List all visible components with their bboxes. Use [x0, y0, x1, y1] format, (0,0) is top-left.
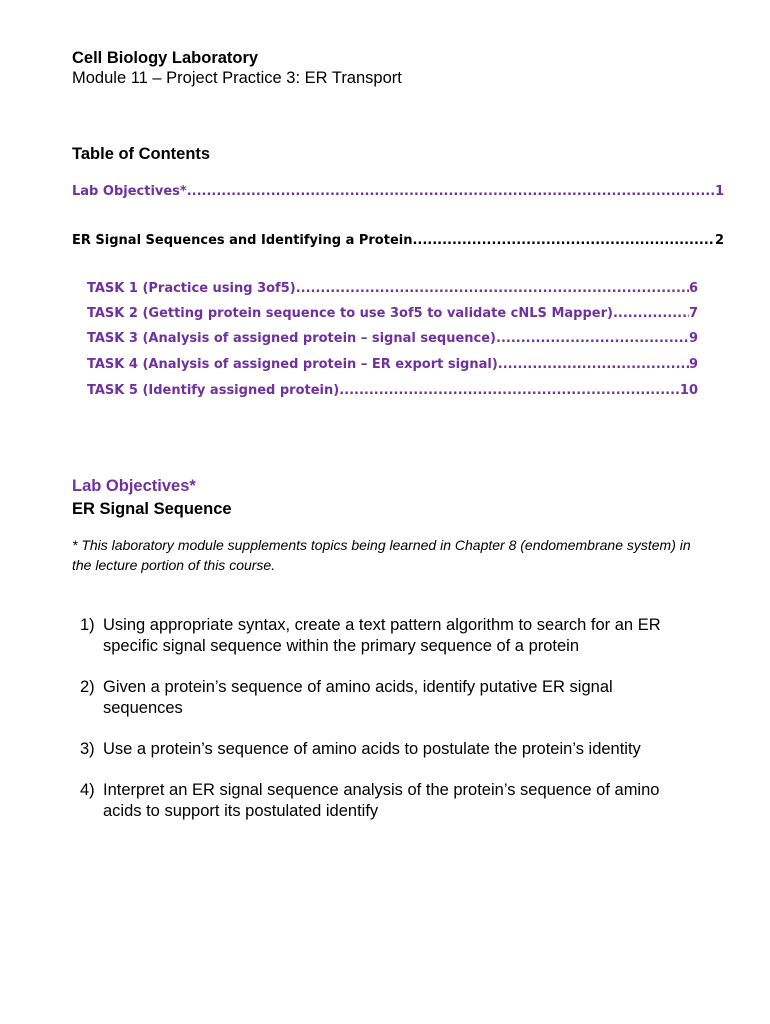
toc-entry-page: 9: [688, 331, 698, 346]
er-signal-sequence-subheading: ER Signal Sequence: [72, 500, 232, 518]
chapter-note: * This laboratory module supplements topics being learned in Chapter 8 (endomembrane system) in the lecture portion of this course.: [72, 537, 691, 573]
toc-entry-label: TASK 2 (Getting protein sequence to use 3of5 to validate cNLS Mapper): [87, 306, 613, 321]
toc-link-task-4[interactable]: [87, 356, 698, 374]
toc-link-task-2[interactable]: [87, 305, 698, 323]
toc-link-task-1[interactable]: [87, 280, 698, 298]
toc-dot-leader: [296, 280, 689, 298]
toc-dot-leader: [613, 305, 689, 323]
objective-item: [72, 677, 692, 719]
toc-link-er-signal-sequences[interactable]: [72, 232, 724, 250]
toc-entry-label: TASK 3 (Analysis of assigned protein – signal sequence): [87, 331, 496, 346]
objective-text: Interpret an ER signal sequence analysis of the protein’s sequence of amino acids to support its postulated identify: [103, 781, 660, 820]
course-title: Cell Biology Laboratory: [72, 49, 259, 67]
objective-text: Using appropriate syntax, create a text pattern algorithm to search for an ER specific signal sequence within the primary sequence of a protein: [103, 616, 661, 655]
objective-number: 1): [80, 616, 95, 634]
toc-entry-page: 6: [688, 281, 698, 296]
toc-dot-leader: [496, 330, 689, 348]
toc-dot-leader: [412, 232, 714, 250]
toc-entry-label: Lab Objectives*: [72, 184, 187, 199]
objective-text: Given a protein’s sequence of amino acids, identify putative ER signal sequences: [103, 678, 613, 717]
toc-link-task-3[interactable]: [87, 330, 698, 348]
toc-entry-page: 7: [688, 306, 698, 321]
objective-text: Use a protein’s sequence of amino acids to postulate the protein’s identity: [103, 740, 641, 758]
module-title: Module 11 – Project Practice 3: ER Transport: [72, 69, 402, 87]
toc-dot-leader: [498, 356, 689, 374]
toc-dot-leader: [339, 382, 680, 400]
toc-link-task-5[interactable]: [87, 382, 698, 400]
toc-entry-page: 9: [688, 357, 698, 372]
toc-entry-label: TASK 1 (Practice using 3of5): [87, 281, 296, 296]
toc-link-lab-objectives[interactable]: [72, 183, 724, 201]
toc-dot-leader: [187, 183, 715, 201]
objective-number: 3): [80, 740, 95, 758]
objective-item: [72, 615, 692, 657]
toc-heading: Table of Contents: [72, 145, 211, 163]
lab-objectives-heading: Lab Objectives*: [72, 477, 196, 495]
toc-entry-label: TASK 5 (Identify assigned protein): [87, 383, 340, 398]
toc-entry-page: 2: [714, 233, 724, 248]
objective-item: [72, 739, 692, 760]
objectives-list: [72, 615, 692, 842]
objective-item: [72, 780, 692, 822]
toc-entry-page: 1: [714, 184, 724, 199]
toc-entry-label: TASK 4 (Analysis of assigned protein – ER export signal): [87, 357, 498, 372]
objective-number: 4): [80, 781, 95, 799]
objective-number: 2): [80, 678, 95, 696]
toc-entry-label: ER Signal Sequences and Identifying a Protein: [72, 233, 413, 248]
toc-entry-page: 10: [679, 383, 698, 398]
